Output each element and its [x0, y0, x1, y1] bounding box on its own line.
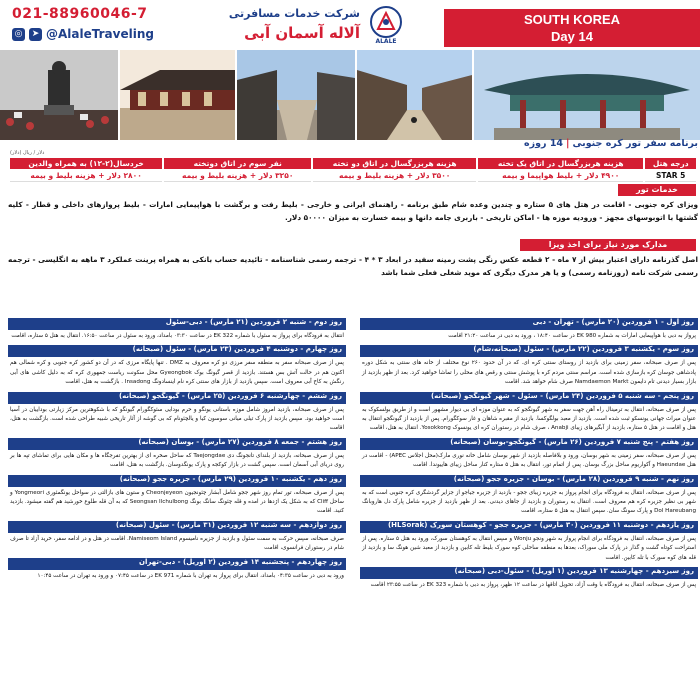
- tour-name: برنامه سفر تور کره جنوبی: [572, 138, 698, 149]
- day-title: روز چهاردهم - پنجشنبه ۱۴ فروردین (۲ آوریل) - دبی-تهران: [8, 558, 346, 570]
- day-card: [360, 521, 698, 563]
- price-value: ۴۹۰۰ دلار + بلیط هواپیما و بیمه: [478, 170, 643, 182]
- price-header-row: [10, 158, 696, 169]
- itinerary-right-column: [360, 318, 698, 595]
- day-title: روز هفتم - پنج شنبه ۷ فروردین (۲۶ مارس) - گیونگجو-بوسان (صبحانه): [360, 438, 698, 450]
- header: [0, 0, 700, 50]
- day-card: [8, 558, 346, 581]
- day-body: صرف صبحانه، سپس حرکت به سمت سئول و بازدید از جزیره نامیسوم Namiseom Island. اقامت در هتل و در ادامه سفر، خرید آزاد تا صرف شام در رستوران فرانسوی، اقامت: [10, 535, 344, 552]
- day-card: [360, 318, 698, 341]
- visa-text: اصل گذرنامه دارای اعتبار بیش از ۷ ماه - ۲ قطعه عکس رنگی پشت زمینه سفید در ابعاد ۳ * ۴ - ترجمه رسمی شناسنامه - تائیدیه حساب بانکی به همراه پرینت عملکرد ۳ ماهه به انگلیسی - ترجمه رسمی شرکت نامه (روزنامه رسمی) و یا هر مدرک دیگری که موید شغلی فعلی شما باشد: [8, 255, 698, 277]
- palace-photo: [120, 50, 235, 140]
- price-unit: دلار / ریال (دلار): [10, 150, 45, 156]
- pagoda-photo: [474, 50, 700, 140]
- handle-text: @AlaleTraveling: [46, 27, 154, 41]
- company-subtitle: شرکت خدمات مسافرتی: [228, 7, 360, 20]
- instagram-icon: ◎: [12, 28, 25, 41]
- company-name: آلاله آسمان آبی: [244, 24, 360, 42]
- statue-photo: [0, 50, 118, 140]
- day-body: پس از صرف صبحانه، بازدید امروز شامل موزه باستانی یونگو و حرم بودایی سئوکگورام گیونگو که با شکوهترین مرکز زیارتی بوداییان در آسیا است خواهید بود. سپس بازدید از پارک تیلی میانی سوسون کیا و یالچئونام که بی گوشه از آثار تاریخی شبیه طراحی شده است. بازگشت به هتل، اقامت: [10, 406, 344, 432]
- day-title: روز سوم - یکشنبه ۳ فروردین (۲۲ مارس) - سئول (صبحانه،شام): [360, 345, 698, 357]
- price-value: ۳۲۵۰ دلار + هزینه بلیط و بیمه: [164, 170, 311, 182]
- destination-title: SOUTH KOREA: [523, 12, 621, 27]
- price-table: [8, 150, 698, 183]
- day-card: [8, 521, 346, 554]
- telegram-icon: ➤: [29, 28, 42, 41]
- day-title: روز سیزدهم - چهارشنبه ۱۳ فروردین (۱ آوریل) - سئول-دبی (صبحانه): [360, 567, 698, 579]
- day-card: [8, 392, 346, 434]
- price-value: ۲۸۰۰ دلار + هزینه بلیط و بیمه: [10, 170, 162, 182]
- price-header: هزینه هربزرگسال در اتاق دو تخته: [313, 158, 476, 169]
- logo-text: ALALE: [375, 38, 397, 45]
- price-header: درجه هتل: [645, 158, 696, 169]
- day-body: پرواز به دبی با هواپیمایی امارات به شماره EK 980 در ساعت ۱۸:۴۰ ، ورود به دبی در ساعت ۲۱:۲۰ اقامت: [448, 333, 696, 339]
- itinerary-left-column: [8, 318, 346, 585]
- day-body: پس از صرف صبحانه، تور تمام روز شهر ججو شامل آبشار چئونجیون Cheonjeyeon و ستون های بازالتی در سواحل یونگمئوری Yongmeori و ساحل Cliff که به شکل یک اژدها در امده و قله چئونگ سانگ بونگ Seongsan Ilchulbong که به آن قله طلوع خورشید هم گفته میشود. بازدید کنید. اقامت: [10, 489, 345, 515]
- street-photo: [357, 50, 472, 140]
- day-card: [360, 438, 698, 471]
- day-body: پس از صرف صبحانه، بازدید از بلندای تانجونگ دی Taejongdae که ساحل صخره ای از بهترین تفرجگاه ها و مکان هایی برای تماشای تپه ها بر روی دریای آبی آسمان است. سپس گشت در بازار کوکجه و پارک یونگدوسان. بازگشت به هتل، اقامت: [10, 452, 344, 469]
- photo-strip: [0, 50, 700, 140]
- social-handle[interactable]: [12, 27, 154, 41]
- price-value: ۳۵۰۰ دلار + هزینه بلیط و بیمه: [313, 170, 476, 182]
- day-title: روز اول - ۱ فروردین (۲۰ مارس) - تهران - دبی: [360, 318, 698, 330]
- day-card: [360, 392, 698, 434]
- day-card: [360, 475, 698, 517]
- hanok-village-photo: [237, 50, 355, 140]
- day-card: [360, 567, 698, 590]
- hotel-grade: 5 STAR: [645, 170, 696, 182]
- day-title: روز دوم - شنبه ۲ فروردین (۲۱ مارس) - دبی-سئول: [8, 318, 346, 330]
- day-card: [360, 345, 698, 387]
- day-title: روز پنجم - سه شنبه ۵ فروردین (۲۴ مارس) - سئول - شهر گیونگجو (صبحانه): [360, 392, 698, 404]
- day-body: پس از صرف صبحانه، انتقال به فرودگاه با وقت آزاد، تحویل اتاقها در ساعت ۱۲ ظهر، پرواز به دبی با شماره EK 323 در ساعت ۲۳:۵۵ اقامت: [370, 582, 696, 589]
- day-title: روز یازدهم - دوشنبه ۱۱ فروردین (۳۰ مارس) - جزیره ججو - کوهستان سورک (HLSorak): [360, 521, 698, 533]
- price-value-row: [10, 170, 696, 182]
- duration-label: Day 14: [551, 29, 593, 44]
- price-header: خردسال(۲-۱۲) به همراه والدین: [10, 158, 162, 169]
- day-card: [8, 345, 346, 387]
- day-body: پس از صرف صبحانه، انتقال به فرودگاه برای انجام پرواز به جزیره زیبای ججو - بازدید از جزیره جیاجو از جزایر گردشگری کره جنوبی است که به شهر بی نظیر جزیره کره هم معروف است. انتقال به رستوران و بازدید از جاهای دیدنی. بعد از ظهر بازدید از جزیره شامل پارک دل هاروبانگ Dol Hareubang و پارک سونگ سان. سپس انتقال به هتل ۵ ستاره، اقامت: [362, 489, 696, 515]
- tour-title: برنامه سفر تور کره جنوبی|14 روزه: [524, 138, 698, 149]
- day-card: [8, 438, 346, 471]
- day-body: انتقال به فرودگاه برای پرواز به سئول با شماره EK 322 در ساعت ۰۳:۳۰ بامداد، ورود به سئول در ساعت ۱۶:۵۰. انتقال به هتل ۵ ستاره، اقامت: [11, 333, 344, 339]
- day-title: روز چهارم - دوشنبه ۴ فروردین (۲۳ مارس) - سئول (صبحانه): [8, 345, 346, 357]
- visa-label: مدارک مورد نیاز برای اخذ ویزا: [520, 239, 696, 251]
- day-body: پس از صرف صبحانه، سفر زمینی به شهر بوسان، ورود و بلافاصله بازدید از شهر بوسان شامل خانه نوری مارک(محل اجلاس APEC) - اقامت در هتل Haeundae و آکواریوم ساحل بزرگ بوسان. پس از اتمام تور، انتقال به هتل ۵ ستاره کنار ساحل زیبای هاییوندا. اقامت: [362, 452, 696, 469]
- day-title: روز نهم - شنبه ۹ فروردین (۲۸ مارس) - بوسان - جزیره ججو (صبحانه): [360, 475, 698, 487]
- price-header: نفر سوم در اتاق دوتخته: [164, 158, 311, 169]
- day-body: پس از صرف صبحانه، انتقال به فرودگاه برای انجام پرواز به شهر ونجو Wonju و سپس انتقال به کوهستان سورک، ورود به هتل ۵ ستاره. پس از استراحت کوتاه گشت و گذار در پارک ملی سوراک، بعدها به منطقه ساحلی کوه سورک بلیط تله کابین و بازدید از معبد شین هونگ سا و بازدید از قله های کوه سورک با تله کابین. اقامت: [362, 535, 696, 561]
- services-label: خدمات تور: [618, 184, 696, 196]
- services-text: ویزای کره جنوبی - اقامت در هتل های ۵ ستاره و چندین وعده شام طبق برنامه - راهنمای ایرانی و خارجی - بلیط رفت و برگشت با هواپیمایی امارات - بلیط پروازهای داخلی و قطار - کلیه گشتها با اتوبوسهای مجهز - ورودیه موزه ها - اماکن تاریخی - باربری جامه دانها و بیمه خسارت به میزان ۵۰۰۰۰ دلار.: [8, 200, 699, 222]
- tour-duration: 14 روزه: [524, 138, 564, 149]
- day-title: روز ششم - چهارشنبه ۶ فروردین (۲۵ مارس) - گیونگجو (صبحانه): [8, 392, 346, 404]
- day-title: روز دهم - یکشنبه ۱۰ فروردین (۲۹ مارس) - جزیره ججو (صبحانه): [8, 475, 346, 487]
- day-title: روز هشتم - جمعه ۸ فروردین (۲۷ مارس) - بوسان (صبحانه): [8, 438, 346, 450]
- day-body: پس از صرف صبحانه، سفر زمینی برای بازدید از روستای سنتی کره ای. که در آن حدود ۲۶۰ نوع مختلف از خانه های سنتی به شکل دوره پادشاهی جوسان کره بازسازی شده است. مراسم سنتی مردم کره با پوشش سنتی و رقص های محلی را تماشا خواهید کرد. بعد از ظهر بازدید از بازار بسیار دیدنی تام دایمون Namdaemon Markt صرف شام خواهد شد. اقامت: [362, 360, 696, 386]
- day-card: [8, 318, 346, 341]
- day-body: پس از صرف صبحانه، انتقال به ترمینال راه آهن جهت سفر به شهر گیونگجو که به عنوان موزه ای بی دیوار مشهور است و از طریق بولسکوک به عنوان میراث جهانی یونسکو ثبت شده است. بازدید از معبد بولگوکسا. بازدید از مقبره شاهان و غار سوکگورام. پس از بازدید از گیونگجو انتقال به هتل و اقامت در هتل ۵ ستاره، بازدید از آبگیرهای زیبای Anabji ، صرف شام در رستوران کره ای یونسوک Yosokkong. انتقال به هتل، اقامت: [362, 406, 696, 432]
- day-body: ورود به دبی در ساعت ۰۴:۳۵ بامداد، انتقال برای پرواز به تهران با شماره EK 971 در ساعت ۰۷:۴۵ و ورود به تهران در ساعت ۱۰:۴۵: [37, 572, 344, 579]
- phone-number[interactable]: 021-88960046-7: [12, 6, 148, 22]
- price-header: هزینه هربزرگسال در اتاق یک تخته: [478, 158, 643, 169]
- day-title: روز دوازدهم - سه شنبه ۱۲ فروردین (۳۱ مارس) - سئول (صبحانه): [8, 521, 346, 533]
- destination-banner: [444, 9, 700, 47]
- day-body: پس از صرف صبحانه سفر به منطقه سفر مرزی دو کره معروف به DMZ . تنها پایگاه مرزی که در آن دو کشور کره جنوبی و کره شمالی هم اکنون هم در حالت آتش بس هستند. بازدید از قصر گیونگ بوک Gyeongbok محل سکونت ریاست جمهوری کره که به دلیل کاشی های آبی رنگش به کاخ آبی معروف است. سپس بازدید از بازار های سنتی کره نام اینسادونگ Insadong . بازگشت به هتل، اقامت: [10, 360, 345, 386]
- day-card: [8, 475, 346, 517]
